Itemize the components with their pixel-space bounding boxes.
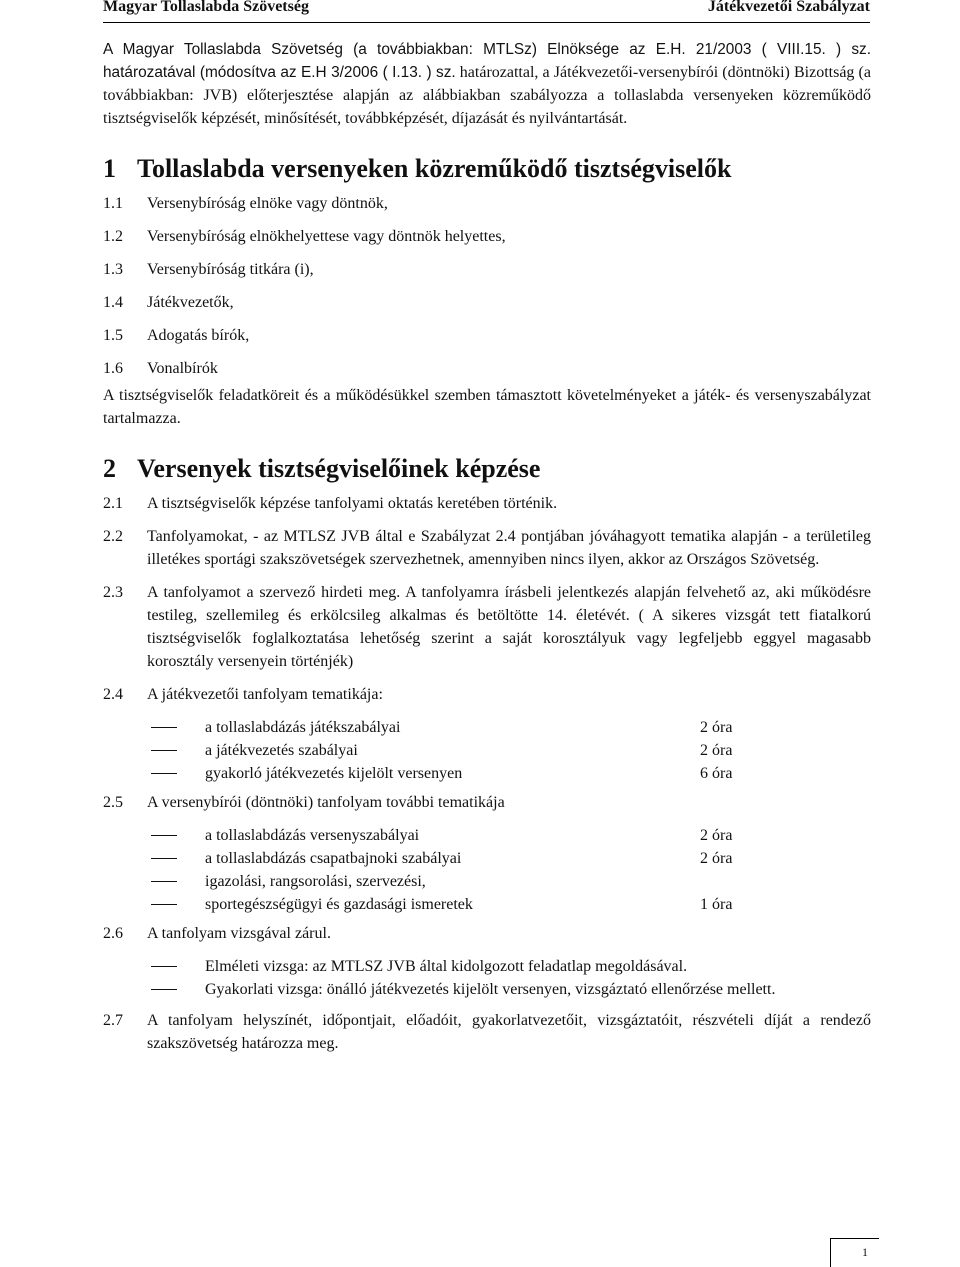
item-number: 2.5 xyxy=(103,794,123,811)
list-item xyxy=(103,225,871,248)
topic: a tollaslabdázás játékszabályai xyxy=(205,719,401,736)
list-item xyxy=(103,1009,871,1055)
section-number: 1 xyxy=(103,154,116,183)
topic: a játékvezetés szabályai xyxy=(205,742,358,759)
dash-bullet-icon xyxy=(148,716,205,739)
hours: 2 óra xyxy=(700,827,733,844)
list-item xyxy=(103,192,871,215)
exam-list xyxy=(148,955,871,1001)
item-number: 1.1 xyxy=(103,195,123,212)
hours: 2 óra xyxy=(700,742,733,759)
page-header xyxy=(103,0,870,23)
curriculum-row xyxy=(148,824,871,847)
list-item xyxy=(103,291,871,314)
section-2-heading xyxy=(103,452,871,486)
item-text: Adogatás bírók, xyxy=(147,327,250,344)
item-number: 2.2 xyxy=(103,528,123,545)
topic: a tollaslabdázás versenyszabályai xyxy=(205,827,420,844)
section-title: Tollaslabda versenyeken közreműködő tisztségviselők xyxy=(137,154,732,183)
item-text: Vonalbírók xyxy=(147,360,218,377)
topic: gyakorló játékvezetés kijelölt versenyen xyxy=(205,765,463,782)
list-item xyxy=(103,525,871,571)
item-text: A tanfolyamot a szervező hirdeti meg. A tanfolyamra írásbeli jelentkezés alapján felvehető az, aki működésre testileg, szellemileg és erkölcsileg alkalmas és betöltötte 14. életévét. ( A sikeres vizsgát tett fiatalkorú tisztségviselők foglalkoztatása lehetőség szerint a saját korosztályuk vagy legfeljebb eggyel magasabb korosztály versenyein történjék) xyxy=(147,584,871,670)
list-item xyxy=(103,258,871,281)
list-item xyxy=(103,922,871,945)
item-number: 2.7 xyxy=(103,1012,123,1029)
item-text: A tisztségviselők képzése tanfolyami oktatás keretében történik. xyxy=(147,495,558,512)
item-number: 1.6 xyxy=(103,360,123,377)
curriculum-list-2-5 xyxy=(148,824,871,916)
curriculum-row xyxy=(148,716,871,739)
dash-bullet-icon xyxy=(148,893,205,916)
curriculum-list-2-4 xyxy=(148,716,871,785)
item-number: 1.2 xyxy=(103,228,123,245)
list-item xyxy=(103,683,871,706)
item-text: A versenybírói (döntnöki) tanfolyam további tematikája xyxy=(147,794,505,811)
document-body xyxy=(103,38,871,1065)
item-number: 2.1 xyxy=(103,495,123,512)
list-item xyxy=(103,324,871,347)
curriculum-row xyxy=(148,893,871,916)
item-text: Versenybíróság elnökhelyettese vagy döntnök helyettes, xyxy=(147,228,506,245)
list-item xyxy=(103,492,871,515)
item-text: Versenybíróság elnöke vagy döntnök, xyxy=(147,195,388,212)
item-number: 2.6 xyxy=(103,925,123,942)
topic: sportegészségügyi és gazdasági ismeretek xyxy=(205,896,473,913)
item-text: A tanfolyam vizsgával zárul. xyxy=(147,925,331,942)
hours: 6 óra xyxy=(700,765,733,782)
item-text: Tanfolyamokat, - az MTLSZ JVB által e Szabályzat 2.4 pontjában jóváhagyott tematika alapján - a területileg illetékes sportági szakszövetségek szervezhetnek, amennyiben nincs ilyen, akkor az Országos Szövetség. xyxy=(147,528,871,568)
curriculum-row xyxy=(148,847,871,870)
section-title: Versenyek tisztségviselőinek képzése xyxy=(137,454,541,483)
page-number-frame xyxy=(830,1238,879,1267)
list-item xyxy=(103,357,871,380)
item-number: 1.4 xyxy=(103,294,123,311)
hours: 1 óra xyxy=(700,896,733,913)
header-document-title: Játékvezetői Szabályzat xyxy=(707,0,870,15)
item-text: A tanfolyam helyszínét, időpontjait, előadóit, gyakorlatvezetőit, vizsgáztatóit, részvételi díját a rendező szakszövetség határozza meg. xyxy=(147,1012,871,1052)
list-item xyxy=(103,581,871,673)
dash-bullet-icon xyxy=(148,824,205,847)
dash-bullet-icon xyxy=(148,978,205,1001)
dash-bullet-icon xyxy=(148,870,205,893)
topic: igazolási, rangsorolási, szervezési, xyxy=(205,873,426,890)
exam-text: Elméleti vizsga: az MTLSZ JVB által kidolgozott feladatlap megoldásával. xyxy=(205,958,688,975)
dash-bullet-icon xyxy=(148,739,205,762)
item-text: A játékvezetői tanfolyam tematikája: xyxy=(147,686,383,703)
item-number: 2.3 xyxy=(103,584,123,601)
page-number: 1 xyxy=(862,1245,868,1259)
section-number: 2 xyxy=(103,454,116,483)
curriculum-row xyxy=(148,870,871,893)
item-number: 1.3 xyxy=(103,261,123,278)
exam-row xyxy=(148,978,871,1001)
intro-sans-text: A Magyar Tollaslabda Szövetség (a továbbiakban: MTLSz) Elnöksége az E.H. 21/2003 ( VIII.15. ) sz. határozatával (módosítva az E.H 3/2006 ( I.13. ) sz. xyxy=(103,41,871,81)
dash-bullet-icon xyxy=(148,847,205,870)
item-number: 2.4 xyxy=(103,686,123,703)
dash-bullet-icon xyxy=(148,762,205,785)
hours: 2 óra xyxy=(700,850,733,867)
section-1-heading xyxy=(103,152,871,186)
curriculum-row xyxy=(148,739,871,762)
section-1-note: A tisztségviselők feladatköreit és a működésükkel szemben támasztott követelményeket a játék- és versenyszabályzat tartalmazza. xyxy=(103,387,871,427)
item-text: Játékvezetők, xyxy=(147,294,234,311)
curriculum-row xyxy=(148,762,871,785)
header-organization: Magyar Tollaslabda Szövetség xyxy=(103,0,309,15)
item-text: Versenybíróság titkára (i), xyxy=(147,261,314,278)
dash-bullet-icon xyxy=(148,955,205,978)
intro-serif-text: határozattal, a Játékvezetői-versenybírói (döntnöki) Bizottság (a továbbiakban: JVB) előterjesztése alapján az alábbiakban szabályozza a tollaslabda versenyeken közreműködő tisztségviselők képzését, minősítését, továbbképzését, díjazását és nyilvántartását. xyxy=(103,64,871,127)
hours: 2 óra xyxy=(700,719,733,736)
intro-paragraph xyxy=(103,38,871,130)
item-number: 1.5 xyxy=(103,327,123,344)
list-item xyxy=(103,791,871,814)
topic: a tollaslabdázás csapatbajnoki szabályai xyxy=(205,850,462,867)
exam-text: Gyakorlati vizsga: önálló játékvezetés kijelölt versenyen, vizsgáztató ellenőrzése mellett. xyxy=(205,981,776,998)
exam-row xyxy=(148,955,871,978)
